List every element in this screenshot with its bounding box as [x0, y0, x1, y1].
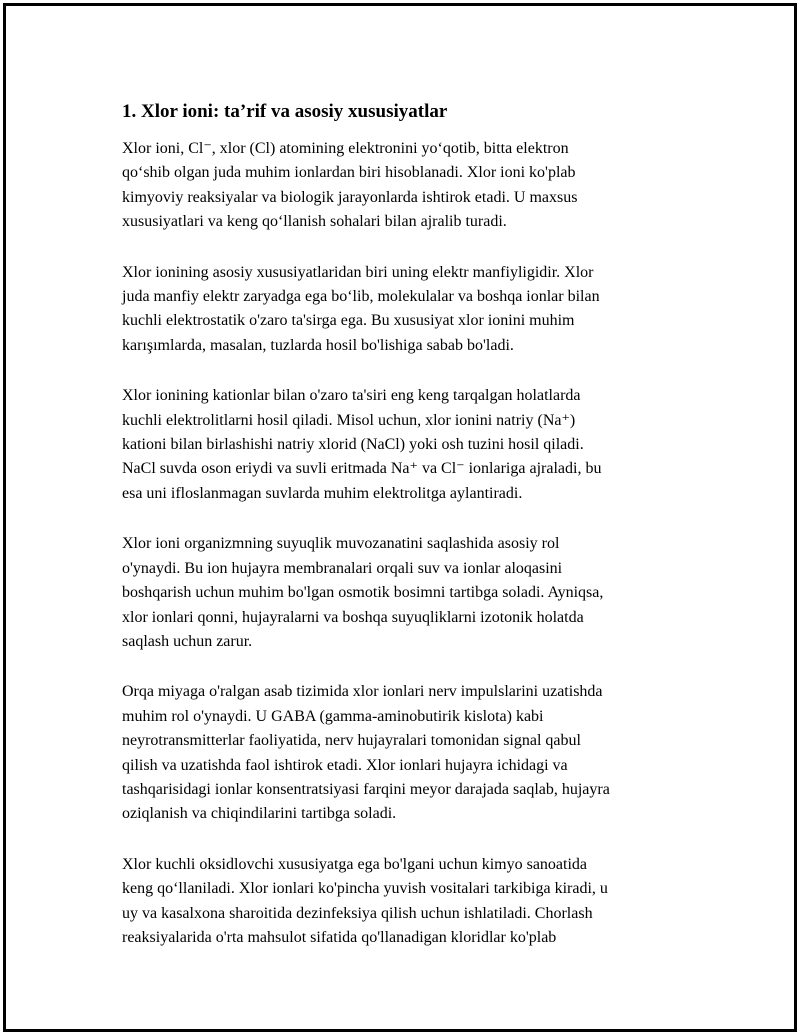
paragraph-industrial-use [122, 853, 697, 951]
text-line: karışımlarda, masalan, tuzlarda hosil bo'lishiga sabab bo'ladi. [122, 336, 514, 354]
text-line: saqlash uchun zarur. [122, 632, 253, 650]
paragraph-fluid-balance [122, 532, 697, 654]
text-line: muhim rol o'ynaydi. U GABA (gamma-aminobutirik kislota) kabi [122, 707, 544, 725]
text-line: NaCl suvda oson eriydi va suvli eritmada Na⁺ va Cl⁻ ionlariga ajraladi, bu [122, 460, 602, 478]
text-line: Xlor ioni organizmning suyuqlik muvozanatini saqlashida asosiy rol [122, 535, 560, 553]
text-line: reaksiyalarida o'rta mahsulot sifatida qo'llanadigan kloridlar ko'plab [122, 928, 557, 946]
text-line: Xlor kuchli oksidlovchi xususiyatga ega bo'lgani uchun kimyo sanoatida [122, 855, 588, 873]
text-line: Xlor ionining kationlar bilan o'zaro ta'siri eng keng tarqalgan holatlarda [122, 387, 581, 405]
text-line: Xlor ioni, Cl⁻, xlor (Cl) atomining elektronini yo‘qotib, bitta elektron [122, 140, 569, 157]
text-line: o'ynaydi. Bu ion hujayra membranalari orqali suv va ionlar aloqasini [122, 559, 563, 577]
paragraph-chloride-definition [122, 137, 697, 235]
paragraph-electronegativity [122, 261, 697, 359]
page-frame [3, 3, 797, 1032]
text-line: xlor ionlari qonni, hujayralarni va boshqa suyuqliklarni izotonik holatda [122, 608, 584, 626]
text-line: kationi bilan birlashishi natriy xlorid (NaCl) yoki osh tuzini hosil qiladi. [122, 436, 584, 454]
text-line: esa uni ifloslanmagan suvlarda muhim elektrolitga aylantiradi. [122, 484, 523, 502]
text-line: neyrotransmitterlar faoliyatida, nerv hujayralari tomonidan signal qabul [122, 732, 581, 750]
text-line: qo‘shib olgan juda muhim ionlardan biri hisoblanadi. Xlor ioni ko'plab [122, 164, 576, 182]
text-line: boshqarish uchun muhim bo'lgan osmotik bosimni tartibga soladi. Ayniqsa, [122, 584, 604, 602]
text-line: kimyoviy reaksiyalar va biologik jarayonlarda ishtirok etadi. U maxsus [122, 188, 578, 206]
text-line: uy va kasalxona sharoitida dezinfeksiya qilish uchun ishlatiladi. Chorlash [122, 904, 593, 922]
paragraph-cation-interaction [122, 384, 697, 506]
text-line: kuchli elektrolitlarni hosil qiladi. Misol uchun, xlor ionini natriy (Na⁺) [122, 411, 576, 429]
text-line: xususiyatlari va keng qo‘llanish sohalari bilan ajralib turadi. [122, 213, 507, 231]
paragraph-nervous-system [122, 680, 697, 826]
text-line: tashqarisidagi ionlar konsentratsiyasi farqini meyor darajada saqlab, hujayra [122, 780, 610, 798]
text-line: Orqa miyaga o'ralgan asab tizimida xlor ionlari nerv impulslarini uzatishda [122, 683, 603, 701]
section-heading: 1. Xlor ioni: ta’rif va asosiy xususiyatlar [122, 101, 448, 122]
text-line: juda manfiy elektr zaryadga ega bo‘lib, molekulalar va boshqa ionlar bilan [122, 288, 600, 306]
text-line: Xlor ionining asosiy xususiyatlaridan biri uning elektr manfiyligidir. Xlor [122, 263, 594, 281]
text-line: oziqlanish va chiqindilarini tartibga soladi. [122, 805, 397, 823]
text-line: kuchli elektrostatik o'zaro ta'sirga ega. Bu xususiyat xlor ionini muhim [122, 312, 575, 330]
document-body [122, 100, 697, 976]
text-line: qilish va uzatishda faol ishtirok etadi. Xlor ionlari hujayra ichidagi va [122, 756, 568, 774]
text-line: keng qo‘llaniladi. Xlor ionlari ko'pincha yuvish vositalari tarkibiga kiradi, u [122, 880, 608, 898]
